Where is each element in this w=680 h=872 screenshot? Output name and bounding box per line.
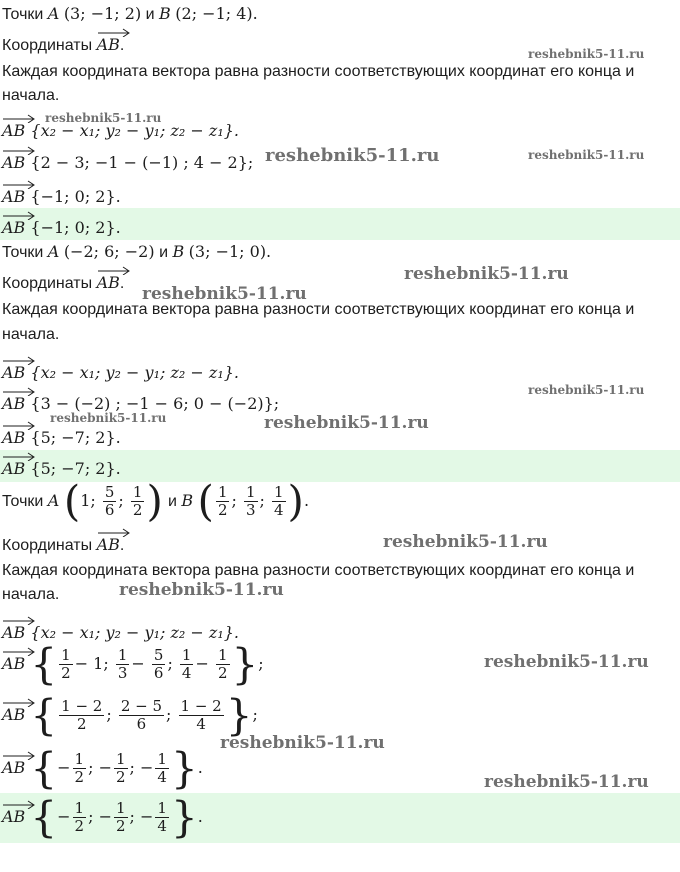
formula-general-3: AB {x₂ − x₁; y₂ − y₁; z₂ − z₁}. (2, 616, 239, 644)
vector-ab: AB (2, 698, 25, 723)
vector-ab: AB (2, 387, 25, 412)
watermark: reshebnik5-11.ru (119, 580, 284, 600)
watermark: reshebnik5-11.ru (220, 733, 385, 753)
coords-heading-3: Координаты AB. (2, 528, 124, 557)
vector-ab: AB (2, 647, 25, 672)
answer-1: AB {−1; 0; 2}. (2, 211, 121, 239)
watermark: reshebnik5-11.ru (50, 411, 167, 425)
rule-text-1: Каждая координата вектора равна разности соответствующих координат его конца и (2, 63, 635, 80)
watermark: reshebnik5-11.ru (528, 47, 645, 61)
rule-text-end-1: начала. (2, 87, 60, 104)
point-b-coords: (2; −1; 4). (175, 4, 258, 23)
result-2: AB {5; −7; 2}. (2, 421, 121, 449)
vector-ab: AB (2, 421, 25, 446)
watermark: reshebnik5-11.ru (383, 532, 548, 552)
vector-ab: AB (2, 452, 25, 477)
coords-heading-1: Координаты AB. (2, 28, 124, 57)
result-1: AB {−1; 0; 2}. (2, 180, 121, 208)
rule-text-end-2: начала. (2, 326, 60, 343)
vector-ab: AB (2, 146, 25, 171)
vector-ab: AB (97, 28, 120, 53)
vector-ab: AB (2, 114, 25, 139)
point-b-coords: ( $\frac{1}{2}$ ; $\frac{1}{3}$ ; $\frac{1}{4}$ ). (197, 476, 310, 526)
formula-general-1: AB {x₂ − x₁; y₂ − y₁; z₂ − z₁}. (2, 114, 239, 142)
result-3: AB {− $\frac{1}{2}$ ; − $\frac{1}{2}$ ; − $\frac{1}{4}$ }. (2, 743, 203, 793)
rule-text-2: Каждая координата вектора равна разности соответствующих координат его конца и (2, 301, 635, 318)
points-line-3: Точки A (1; $\frac{5}{6}$ ; $\frac{1}{2}$ ) и B ( $\frac{1}{2}$ ; $\frac{1}{3}$ ; $\frac{1}{4}$ ). (2, 476, 310, 526)
watermark: reshebnik5-11.ru (528, 383, 645, 397)
point-a-coords: (−2; 6; −2) (63, 242, 155, 261)
watermark: reshebnik5-11.ru (265, 145, 440, 166)
vector-ab: AB (2, 180, 25, 205)
vector-ab: AB (2, 751, 25, 776)
step2-3: AB { $\frac{1 - 2}{2}$ ; $\frac{2 - 5}{6}$ ; $\frac{1 - 2}{4}$ }; (2, 690, 258, 740)
watermark: reshebnik5-11.ru (484, 772, 649, 792)
step1-3: AB { $\frac{1}{2}$ − 1; $\frac{1}{3}$ − $\frac{5}{6}$ ; $\frac{1}{4}$ − $\frac{1}{2}$ }; (2, 639, 264, 689)
points-line-2: Точки A (−2; 6; −2) и B (3; −1; 0). (2, 242, 272, 261)
points-line-1: Точки A (3; −1; 2) и B (2; −1; 4). (2, 4, 258, 23)
answer-2: AB {5; −7; 2}. (2, 452, 121, 480)
point-a-coords: (3; −1; 2) (63, 4, 142, 23)
watermark: reshebnik5-11.ru (264, 413, 429, 433)
substitution-1: AB {2 − 3; −1 − (−1) ; 4 − 2}; (2, 146, 253, 174)
vector-ab: AB (2, 616, 25, 641)
rule-text-end-3: начала. (2, 586, 60, 603)
watermark: reshebnik5-11.ru (404, 264, 569, 284)
watermark: reshebnik5-11.ru (484, 652, 649, 672)
point-a-coords: (1; $\frac{5}{6}$ ; $\frac{1}{2}$ ) (63, 476, 163, 526)
vector-ab: AB (2, 800, 25, 825)
substitution-2: AB {3 − (−2) ; −1 − 6; 0 − (−2)}; (2, 387, 279, 415)
coords-heading-2: Координаты AB. (2, 266, 124, 295)
formula-general-2: AB {x₂ − x₁; y₂ − y₁; z₂ − z₁}. (2, 356, 239, 384)
vector-ab: AB (97, 528, 120, 553)
watermark: reshebnik5-11.ru (45, 111, 162, 125)
answer-3: AB {− $\frac{1}{2}$ ; − $\frac{1}{2}$ ; − $\frac{1}{4}$ }. (2, 792, 203, 842)
watermark: reshebnik5-11.ru (528, 148, 645, 162)
vector-ab: AB (2, 211, 25, 236)
vector-ab: AB (97, 266, 120, 291)
watermark: reshebnik5-11.ru (142, 284, 307, 304)
vector-ab: AB (2, 356, 25, 381)
rule-text-3: Каждая координата вектора равна разности соответствующих координат его конца и (2, 562, 635, 579)
point-b-coords: (3; −1; 0). (188, 242, 272, 261)
